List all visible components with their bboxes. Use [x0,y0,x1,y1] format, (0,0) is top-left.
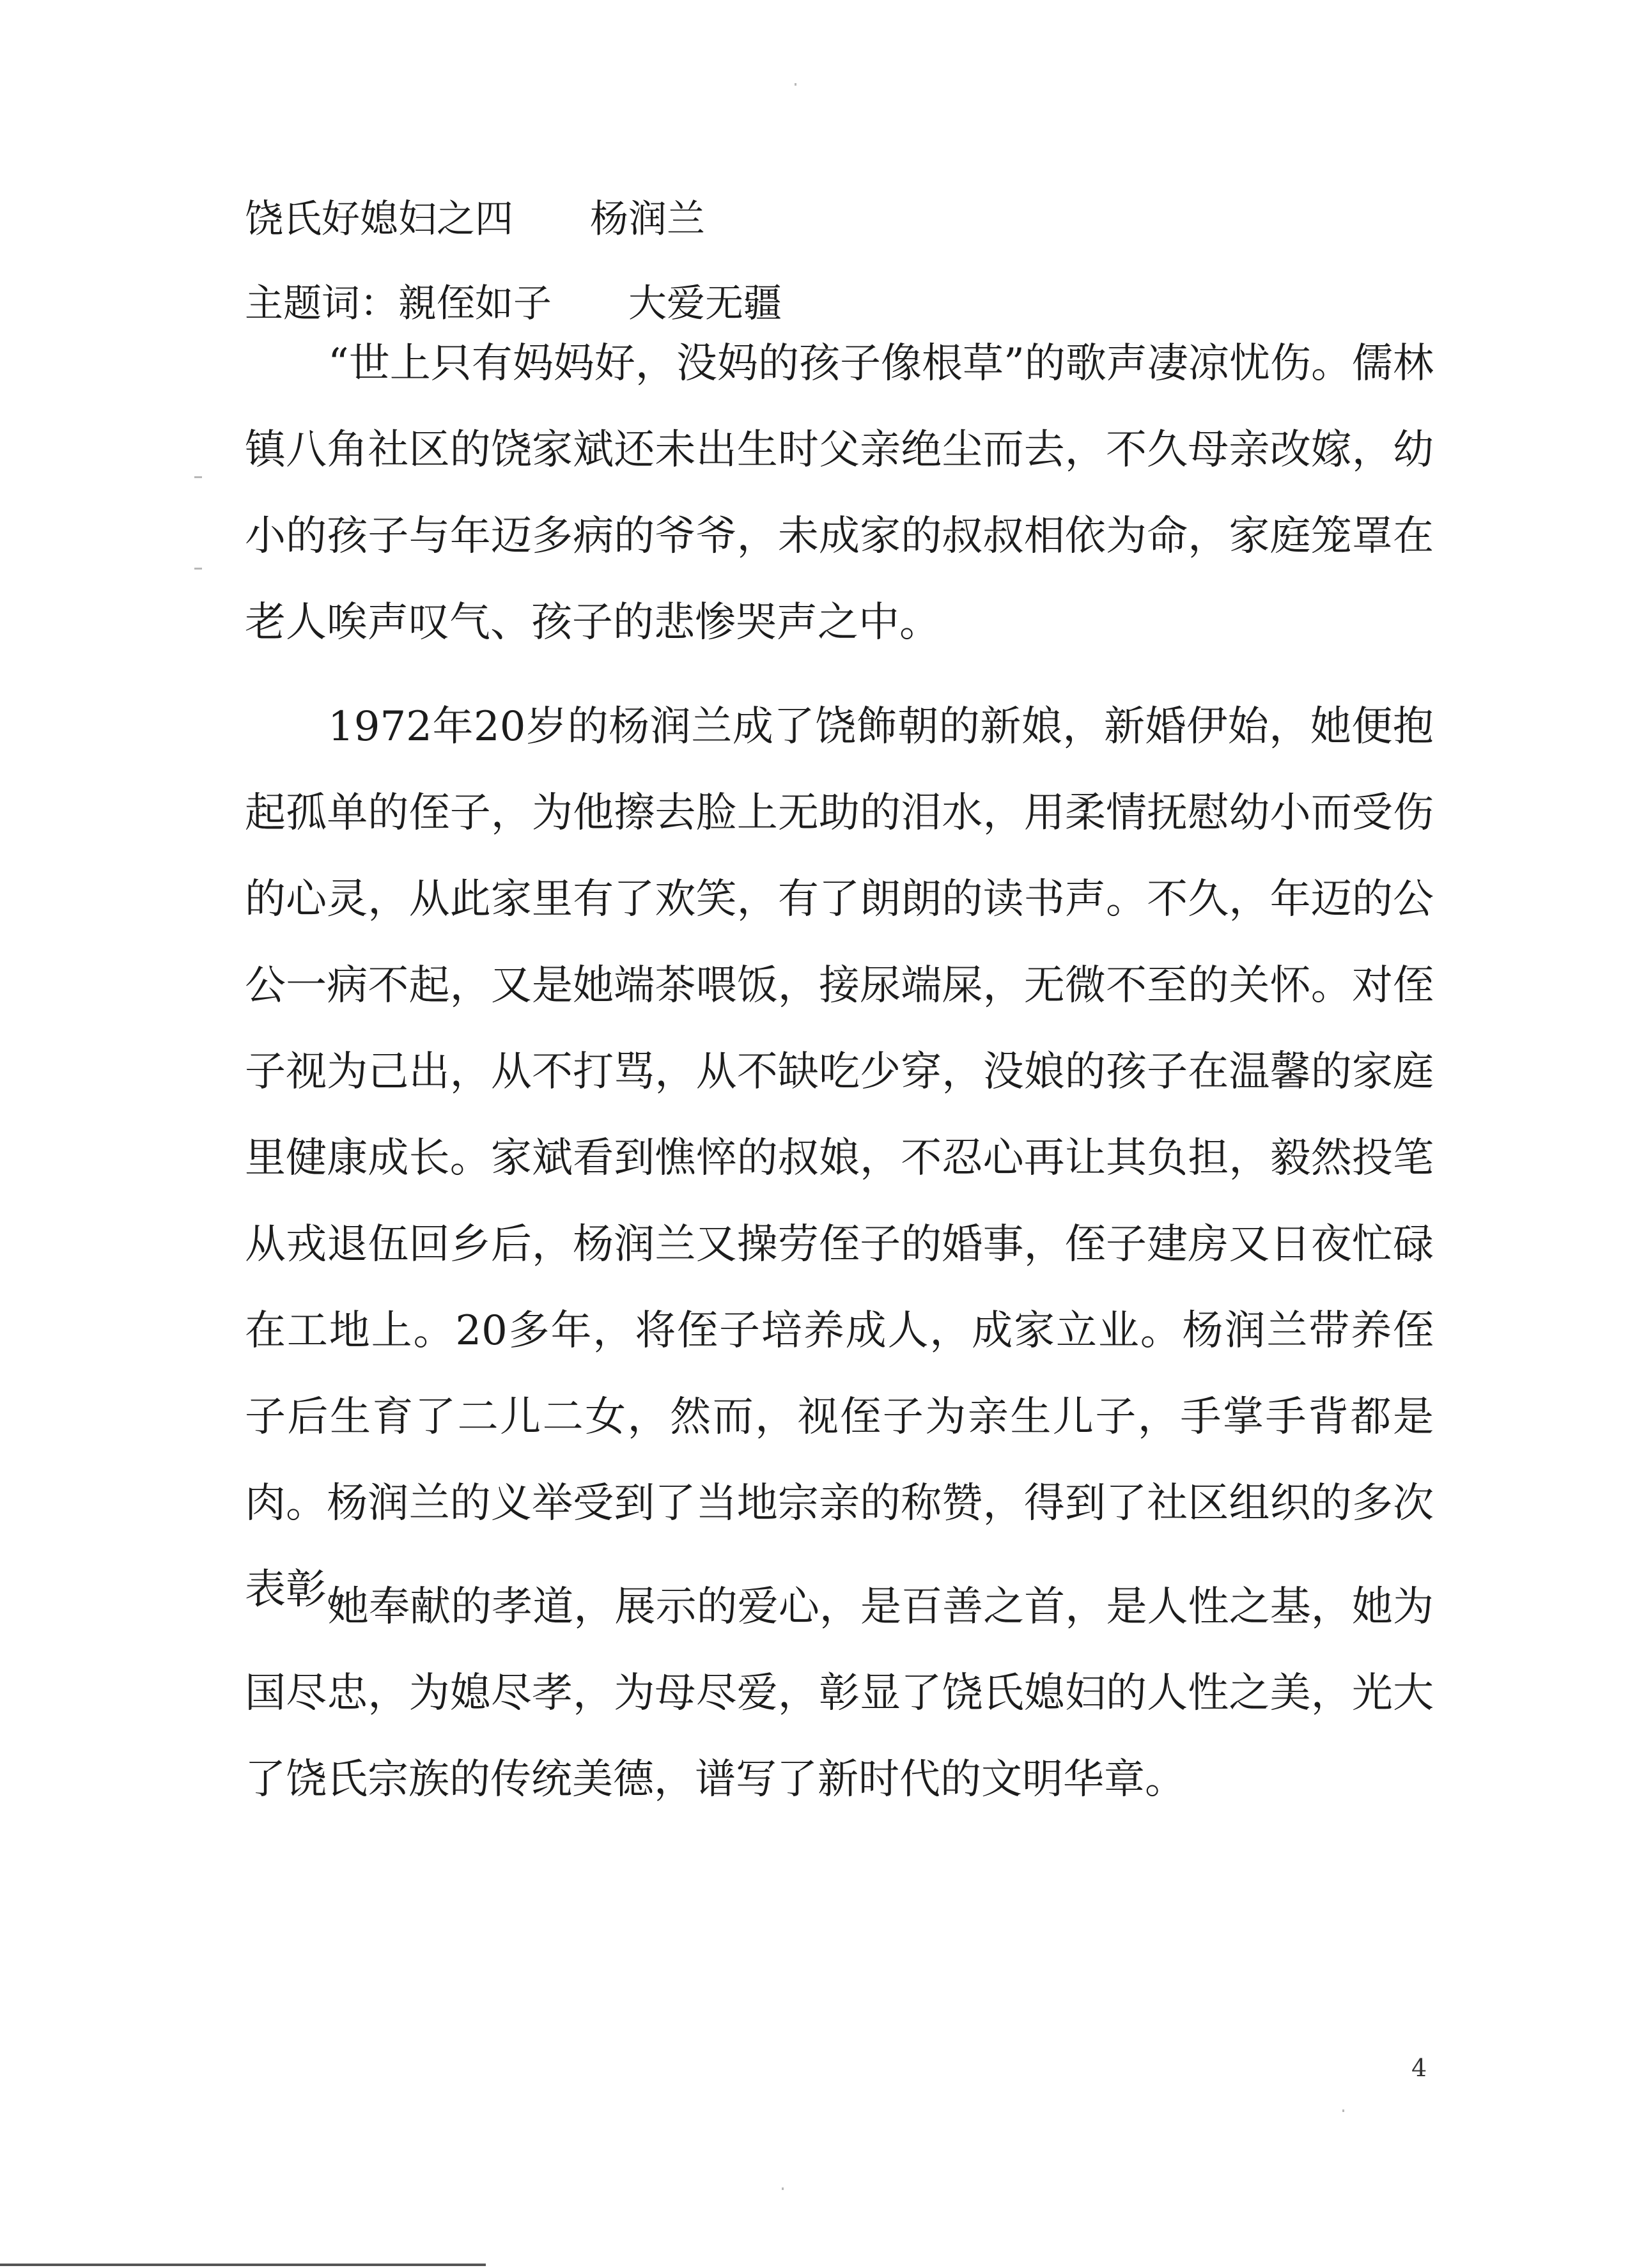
paragraph-1: “世上只有妈妈好，没妈的孩子像根草”的歌声凄凉忧伤。儒林镇八角社区的饶家斌还未出生时父亲绝尘而去，不久母亲改嫁，幼小的孩子与年迈多病的爷爷，未成家的叔叔相依为命，家庭笼罩在老人唉声叹气、孩子的悲惨哭声之中。 [245,340,1434,646]
scan-mark-left-2 [194,568,202,570]
paragraph-2: 1972年20岁的杨润兰成了饶飾朝的新娘，新婚伊始，她便抱起孤单的侄子，为他擦去脸上无助的泪水，用柔情抚慰幼小而受伤的心灵，从此家里有了欢笑，有了朗朗的读书声。不久，年迈的公公一病不起，又是她端茶喂饭，接尿端屎，无微不至的关怀。对侄子视为己出，从不打骂，从不缺吃少穿，没娘的孩子在温馨的家庭里健康成长。家斌看到憔悴的叔娘，不忍心再让其负担，毅然投笔从戎退伍回乡后，杨润兰又操劳侄子的婚事，侄子建房又日夜忙碌在工地上。20多年，将侄子培养成人，成家立业。杨润兰带养侄子后生育了二儿二女，然而，视侄子为亲生儿子，手掌手背都是肉。杨润兰的义举受到了当地宗亲的称赞，得到了社区组织的多次表彰。 [245,703,1434,1613]
document-title: 饶氏好媳妇之四 杨润兰 [245,197,705,242]
page-number: 4 [1411,2054,1427,2082]
scan-edge-line [0,2264,486,2266]
scan-mark-bottom-1 [1342,2109,1344,2112]
keywords-line: 主题词：親侄如子 大爱无疆 [245,281,782,326]
scan-mark-top [795,83,796,86]
scan-mark-bottom-2 [782,2187,784,2190]
paragraph-3: 她奉献的孝道，展示的爱心，是百善之首，是人性之基，她为国尽忠，为媳尽孝，为母尽爱，彰显了饶氏媳妇的人性之美，光大了饶氏宗族的传统美德，谱写了新时代的文明华章。 [245,1583,1434,1803]
scan-mark-left-1 [194,476,202,478]
